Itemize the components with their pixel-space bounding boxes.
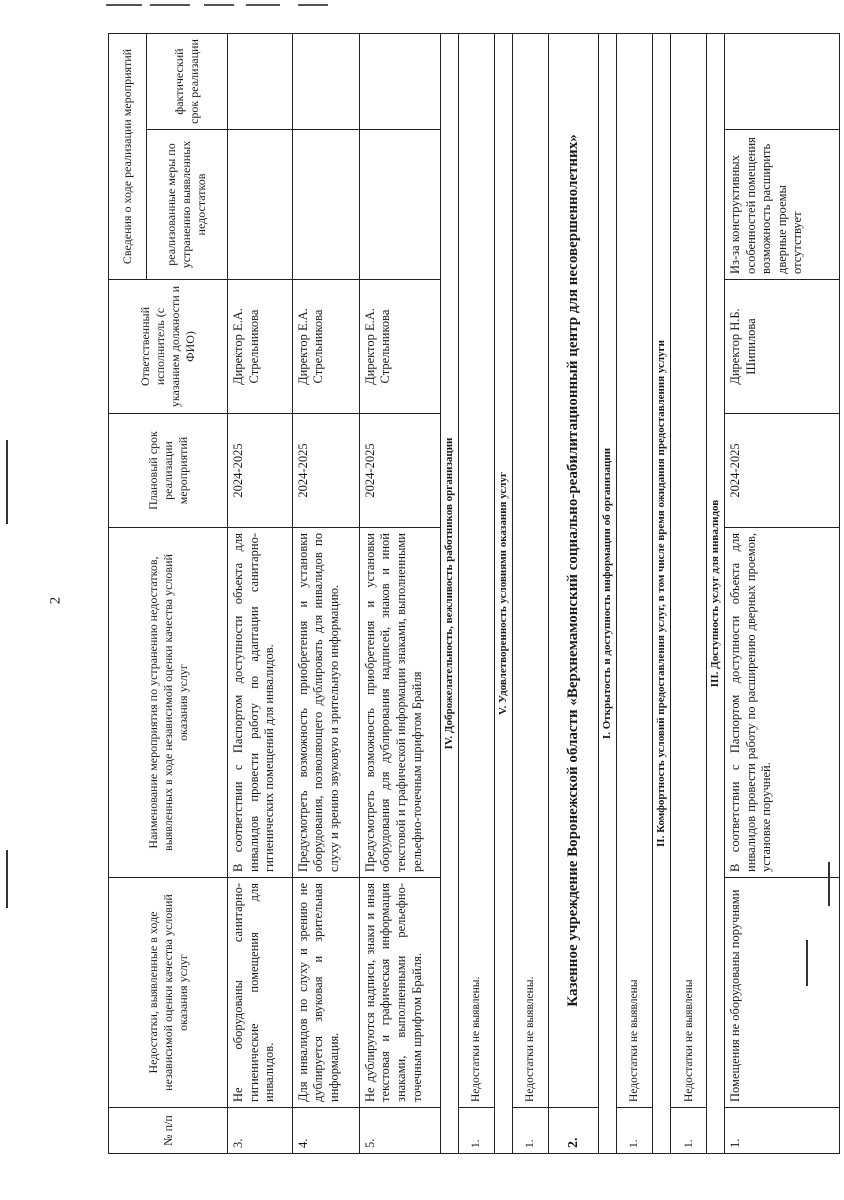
row-term: 2024-2025 <box>359 414 440 528</box>
organization-num: 2. <box>549 1108 599 1154</box>
row-measure: В соответствии с Паспортом доступности объекта для инвалидов провести работу по адаптации санитарно-гигиенических помещений для инвалидов. <box>228 528 293 878</box>
header-shortcomings: Недостатки, выявленные в ходе независимой оценки качества условий оказания услуг <box>109 878 228 1108</box>
row-implemented <box>228 130 293 280</box>
header-measures: Наименование мероприятия по устранению недостатков, выявленных в ходе независимой оценки качества условий оказания услуг <box>109 528 228 878</box>
row-text: Недостатки не выявлены <box>616 34 653 1108</box>
section-title-v: V. Удовлетворенность условиями оказания услуг <box>495 34 512 1154</box>
top-edge-line <box>106 4 142 6</box>
row-term: 2024-2025 <box>292 414 359 528</box>
organization-row <box>549 34 599 1154</box>
table-row <box>616 34 653 1154</box>
row-actual <box>292 34 359 130</box>
top-edge-line <box>150 4 190 6</box>
row-measure: В соответствии с Паспортом доступности объекта для инвалидов провести работу по расширению дверных проемов, установке поручней. <box>724 528 839 878</box>
header-implemented: реализованные меры по устранению выявленных недостатков <box>146 130 227 280</box>
measures-table <box>108 33 840 1154</box>
row-num: 1. <box>670 1108 707 1154</box>
header-row <box>109 34 147 1154</box>
top-edge-line <box>204 4 234 6</box>
row-text: Недостатки не выявлены. <box>458 34 495 1108</box>
header-planned-term: Плановый срок реализации мероприятий <box>109 414 228 528</box>
row-responsible: Директор Е.А. Стрельникова <box>359 280 440 414</box>
row-implemented: Из-за конструктивных особенностей помещения возможность расширить дверные проемы отсутствует <box>724 130 839 280</box>
row-num: 1. <box>724 1108 839 1154</box>
row-num: 1. <box>616 1108 653 1154</box>
row-num: 3. <box>228 1108 293 1154</box>
row-implemented <box>359 130 440 280</box>
scan-mark <box>6 440 8 524</box>
row-term: 2024-2025 <box>228 414 293 528</box>
table-row <box>512 34 549 1154</box>
header-num: № п/п <box>109 1108 228 1154</box>
row-actual <box>359 34 440 130</box>
table-row <box>359 34 440 1154</box>
row-text: Недостатки не выявлены. <box>512 34 549 1108</box>
organization-name: Казенное учреждение Воронежской области «Верхнемамонский социально-реабилитационный центр для несовершеннолетних» <box>549 34 599 1108</box>
section-row-iv <box>441 34 458 1154</box>
row-shortcoming: Для инвалидов по слуху и зрению не дублируется звуковая и зрительная информация. <box>292 878 359 1108</box>
table-row <box>458 34 495 1154</box>
section-title-i: I. Открытость и доступность информации об организации <box>599 34 616 1154</box>
section-row-ii <box>653 34 670 1154</box>
scan-mark <box>6 850 8 908</box>
table-row <box>670 34 707 1154</box>
section-title-ii: II. Комфортность условий предоставления услуг, в том числе время ожидания предоставления услуги <box>653 34 670 1154</box>
row-term: 2024-2025 <box>724 414 839 528</box>
row-text: Недостатки не выявлены <box>670 34 707 1108</box>
row-actual <box>228 34 293 130</box>
row-measure: Предусмотреть возможность приобретения и установки оборудования, позволяющего дублировать для инвалидов по слуху и зрению звуковую и зрительную информацию. <box>292 528 359 878</box>
row-actual <box>724 34 839 130</box>
top-edge-line <box>298 4 328 6</box>
row-responsible: Директор Е.А. Стрельникова <box>228 280 293 414</box>
row-num: 1. <box>512 1108 549 1154</box>
row-shortcoming: Не оборудованы санитарно-гигиенические помещения для инвалидов. <box>228 878 293 1108</box>
row-responsible: Директор Н.Б. Шипилова <box>724 280 839 414</box>
top-edge-line <box>246 4 280 6</box>
header-responsible: Ответственный исполнитель (с указанием должности и ФИО) <box>109 280 228 414</box>
table-row <box>724 34 839 1154</box>
section-row-i <box>599 34 616 1154</box>
row-shortcoming: Не дублируются надписи, знаки и иная текстовая и графическая информация знаками, выполненными рельефно-точечным шрифтом Брайля. <box>359 878 440 1108</box>
section-title-iv: IV. Доброжелательность, вежливость работников организации <box>441 34 458 1154</box>
row-responsible: Директор Е.А. Стрельникова <box>292 280 359 414</box>
scan-mark <box>806 940 808 986</box>
table-row <box>292 34 359 1154</box>
page-number: 2 <box>47 596 64 605</box>
row-num: 4. <box>292 1108 359 1154</box>
row-shortcoming: Помещения не оборудованы поручнями <box>724 878 839 1108</box>
header-actual-term: фактический срок реализации <box>146 34 227 130</box>
row-implemented <box>292 130 359 280</box>
row-num: 5. <box>359 1108 440 1154</box>
section-title-iii: III. Доступность услуг для инвалидов <box>707 34 724 1154</box>
table-row <box>228 34 293 1154</box>
section-row-iii <box>707 34 724 1154</box>
section-row-v <box>495 34 512 1154</box>
scan-mark <box>828 862 830 906</box>
row-num: 1. <box>458 1108 495 1154</box>
row-measure: Предусмотреть возможность приобретения и установки оборудования для дублирования надписей, знаков и иной текстовой и графической информации знаками, выполненными рельефно-точечным шрифтом Брайля <box>359 528 440 878</box>
rotated-table-container <box>108 34 840 1154</box>
header-progress: Сведения о ходе реализации мероприятий <box>109 34 147 280</box>
